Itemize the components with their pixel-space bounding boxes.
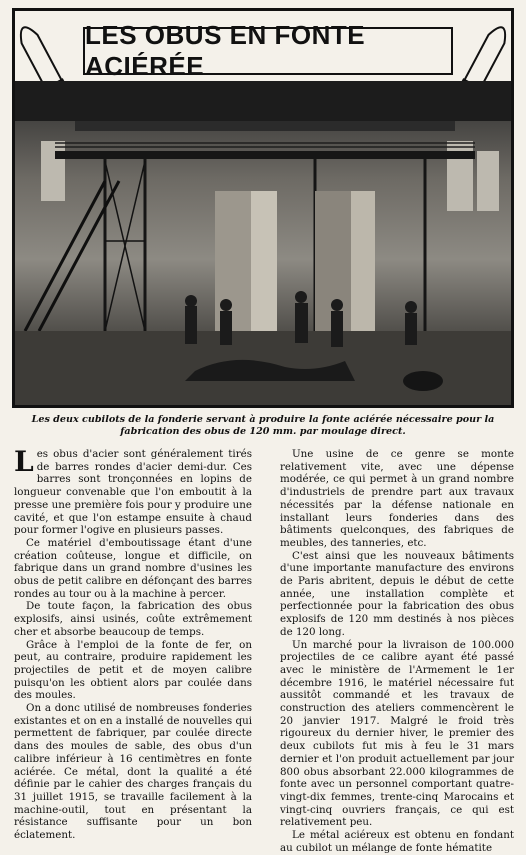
- foundry-illustration: [15, 81, 511, 405]
- right-column: [280, 448, 514, 855]
- paragraph: Grâce à l'emploi de la fonte de fer, on peut, au contraire, produire rapidement les projectiles de petit et de moyen calibre puisqu'on les obtient alors par coulée dans des moules.: [14, 638, 252, 702]
- paragraph: C'est ainsi que les nouveaux bâtiments d'une importante manufacture des environs de Paris abritent, depuis le début de cette année, une installation complète et perfectionnée pour la fabrication des obus explosifs de 120 mm destinés à nos pièces de 120 long.: [280, 549, 514, 638]
- left-column: [14, 445, 252, 842]
- paragraph: On a donc utilisé de nombreuses fonderies existantes et on en a installé de nouvelles qui permettent de fabriquer, par coulée directe dans des moules de sable, des obus d'un calibre inférieur à 16 centimètres en fonte aciérée. Ce métal, dont la qualité a été définie par le cahier des charges français du 31 juillet 1915, se travaille facilement à la machine-outil, tout en présentant la résistance suffisante pour un bon éclatement.: [14, 702, 252, 842]
- title-box: [83, 20, 453, 81]
- title-band: [15, 11, 511, 83]
- paragraph: De toute façon, la fabrication des obus explosifs, ainsi usinés, coûte extrêmement cher et absorbe beaucoup de temps.: [14, 600, 252, 638]
- paragraph: Un marché pour la livraison de 100.000 projectiles de ce calibre ayant été passé avec le ministère de l'Armement le 1er décembre 1916, le matériel nécessaire fut aussitôt commandé et les travaux de construction des ateliers commencèrent le 20 janvier 1917. Malgré le froid très rigoureux du dernier hiver, le premier des deux cubilots fut mis à feu le 31 mars dernier et l'on produit actuellement par jour 800 obus absorbant 22.000 kilogrammes de fonte avec un personnel comportant quatre-vingt-dix femmes, trente-cinq Marocains et vingt-cinq ouvriers français, ce qui est relativement peu.: [280, 638, 514, 829]
- paragraph: Ce matériel d'emboutissage étant d'une création coûteuse, longue et difficile, on fabrique dans un grand nombre d'usines les obus de petit calibre en défonçant des barres rondes au tour ou à la machine à percer.: [14, 536, 252, 600]
- paragraph: Le métal aciéreux est obtenu en fondant au cubilot un mélange de fonte hématite: [280, 829, 514, 854]
- photo-caption: Les deux cubilots de la fonderie servant à produire la fonte aciérée nécessaire pour la fabrication des obus de 120 mm. par moulage direct.: [31, 414, 495, 437]
- drop-cap: L: [14, 445, 34, 478]
- paragraph: Les obus d'acier sont généralement tirés de barres rondes d'acier demi-dur. Ces barres sont tronçonnées en lopins de longueur convenable que l'on emboutit à la presse une première fois pour y produire une cavité, et que l'on estampe ensuite à chaud pour former l'ogive en plusieurs passes.: [14, 445, 252, 537]
- paragraph: Une usine de ce genre se monte relativement vite, avec une dépense modérée, ce qui permet à un grand nombre d'industriels de prendre part aux travaux nécessités par la défense nationale en installant leurs fonderies dans des bâtiments quelconques, des fabriques de meubles, des tanneries, etc.: [280, 448, 514, 549]
- article-title: LES OBUS EN FONTE ACIÉRÉE: [85, 20, 366, 81]
- foundry-photo: [15, 81, 511, 405]
- header-frame: [12, 8, 514, 408]
